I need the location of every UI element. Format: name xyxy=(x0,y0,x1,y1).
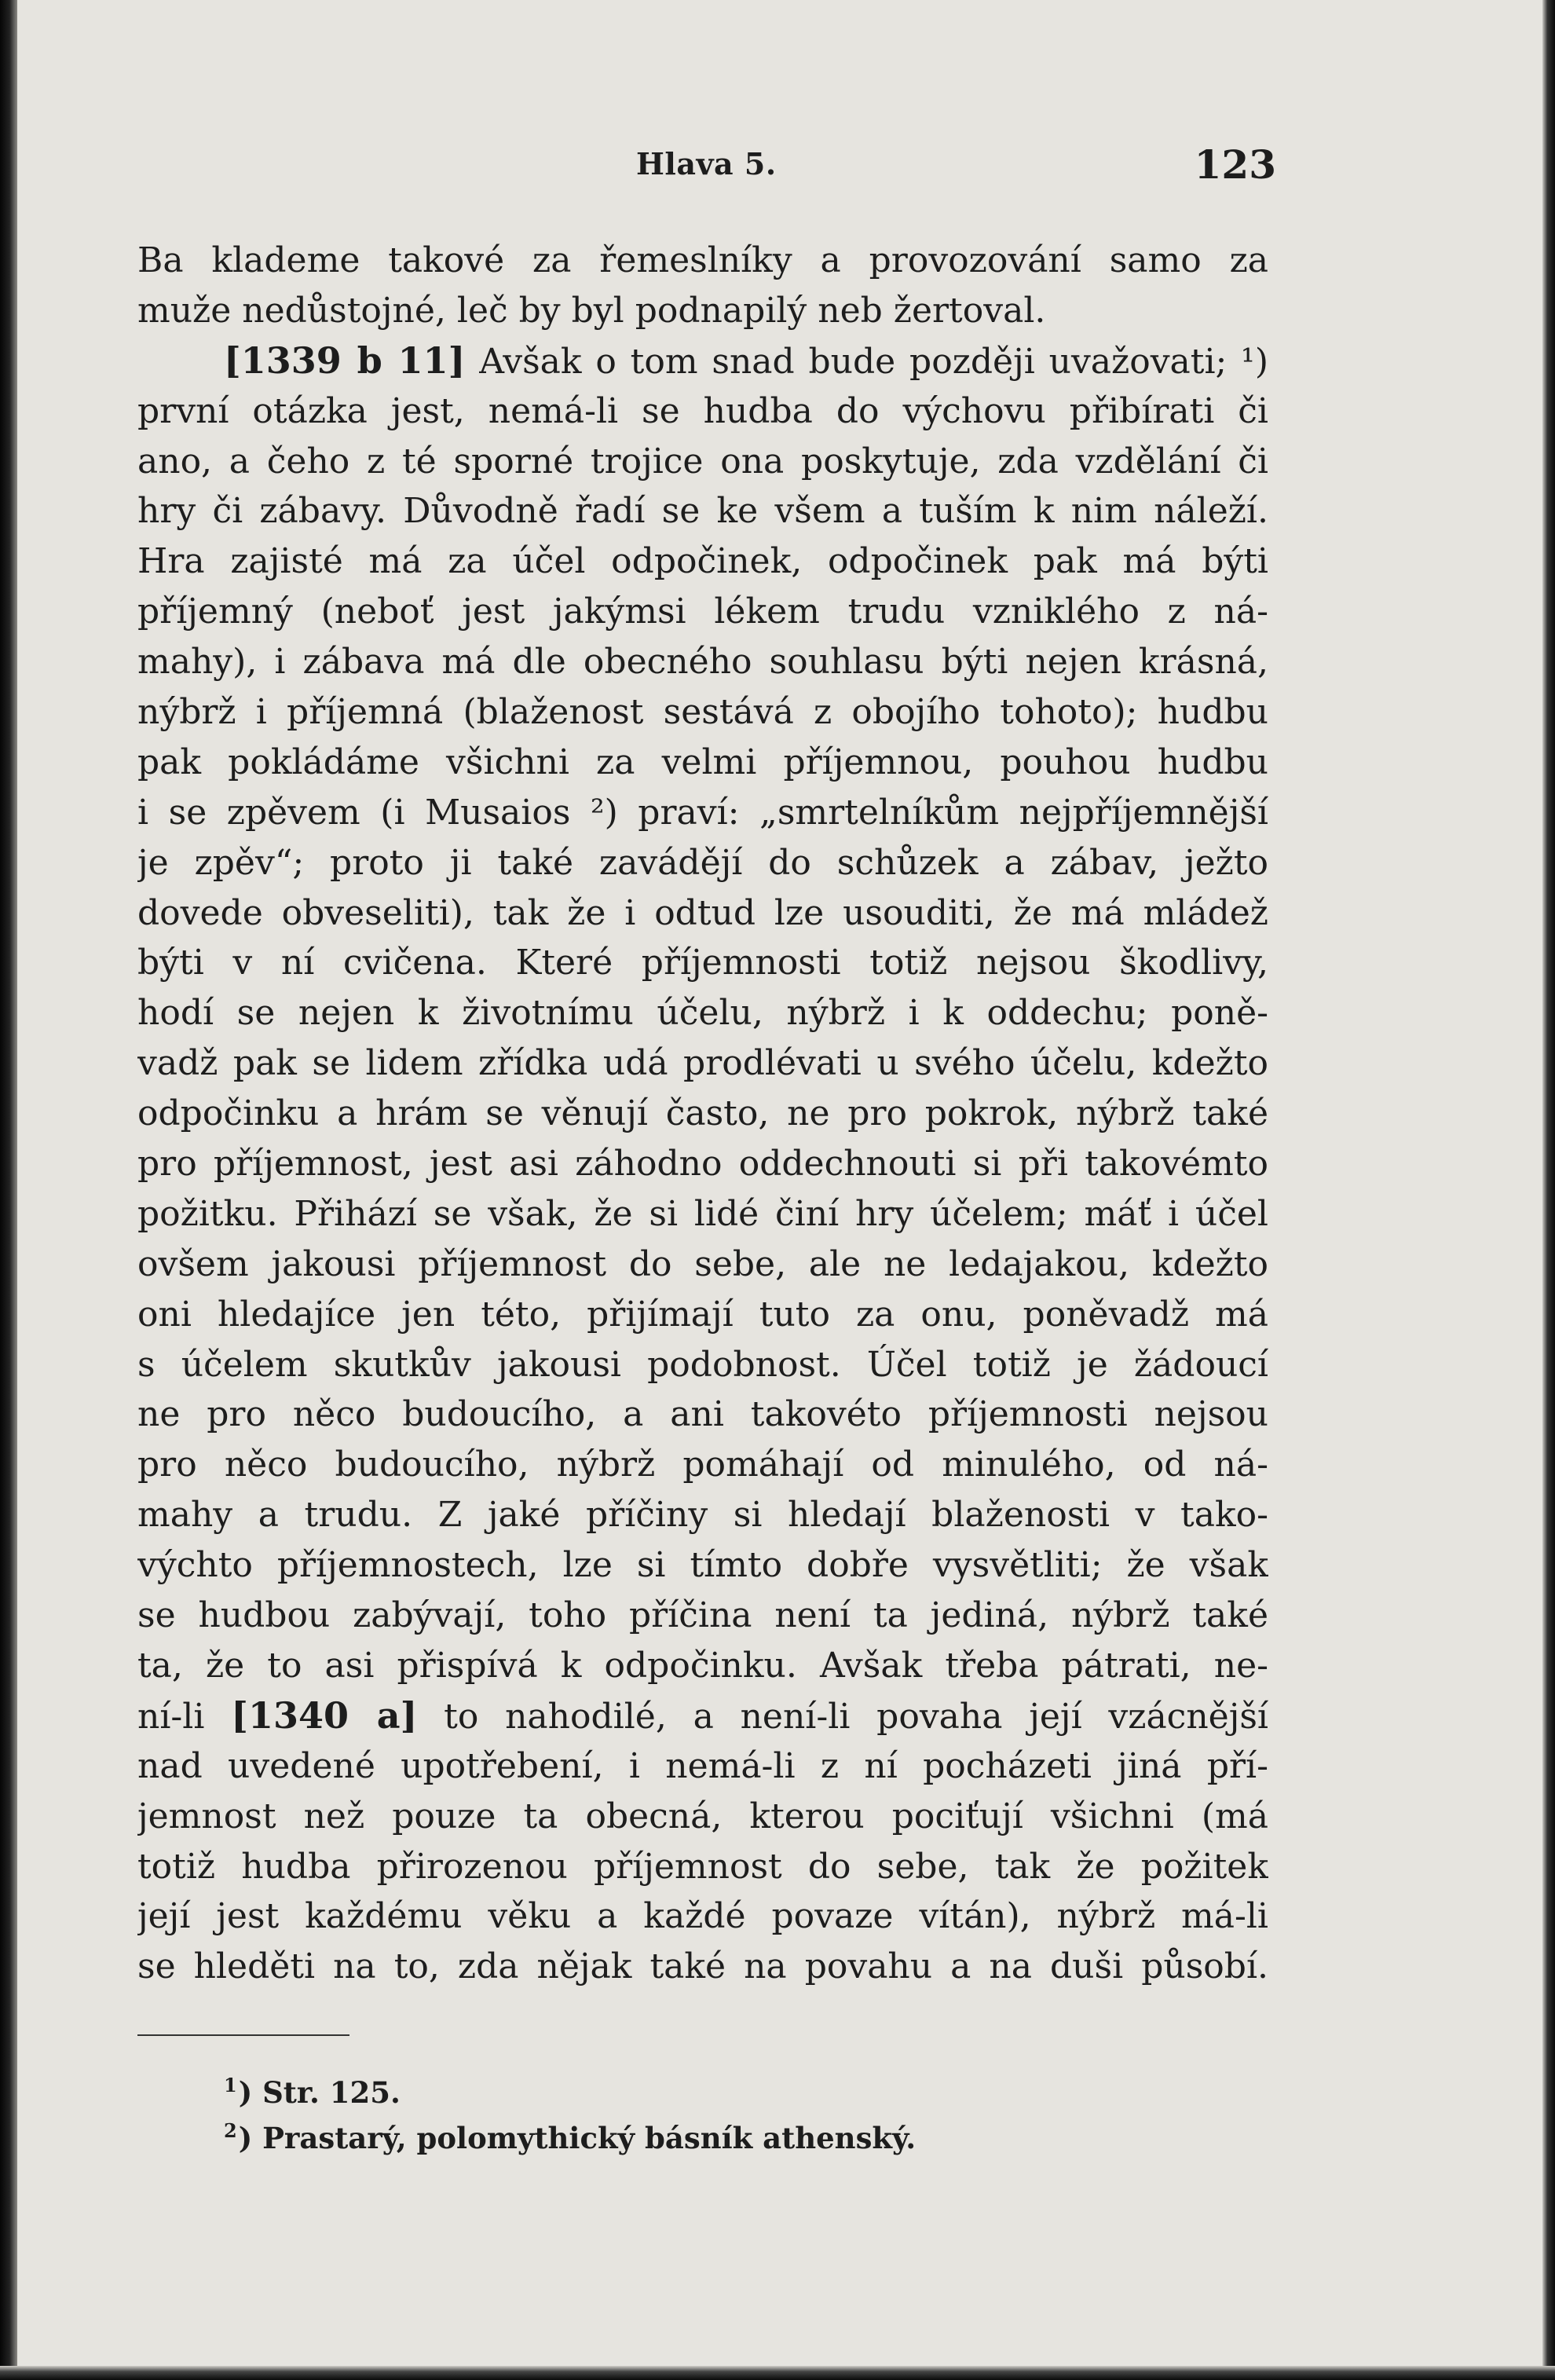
text-line: odpočinku a hrám se věnují často, ne pro pokrok, nýbrž také xyxy=(137,1093,1268,1134)
footnote xyxy=(224,2108,1166,2154)
text-line: totiž hudba přirozenou příjemnost do sebe, tak že požitek xyxy=(137,1846,1268,1887)
text-line: pro něco budoucího, nýbrž pomáhají od minulého, od ná- xyxy=(137,1444,1268,1485)
text-line: příjemný (neboť jest jakýmsi lékem trudu vzniklého z ná- xyxy=(137,591,1268,632)
footnote-text: ) Prastarý, polomythický básník athenský. xyxy=(238,2121,917,2155)
text-line: s účelem skutkův jakousi podobnost. Účel totiž je žádoucí xyxy=(137,1344,1268,1385)
footnote-mark: 1 xyxy=(224,2074,237,2096)
text-line: muže nedůstojné, leč by byl podnapilý neb žertoval. xyxy=(137,290,1046,331)
text-line: mahy), i zábava má dle obecného souhlasu býti nejen krásná, xyxy=(137,642,1268,683)
scan-edge-left xyxy=(0,0,17,2380)
text-line: dovede obveseliti), tak že i odtud lze usouditi, že má mládež xyxy=(137,892,1268,933)
text-fragment: to nahodilé, a není-li povaha její vzácnější xyxy=(417,1696,1268,1737)
page-number: 123 xyxy=(1194,141,1276,188)
text-line: vadž pak se lidem zřídka udá prodlévati u svého účelu, kdežto xyxy=(137,1043,1268,1084)
footnote-text: ) Str. 125. xyxy=(238,2075,401,2110)
text-line: pak pokládáme všichni za velmi příjemnou, pouhou hudbu xyxy=(137,741,1268,782)
text-line: ano, a čeho z té sporné trojice ona poskytuje, zda vzdělání či xyxy=(137,441,1268,481)
text-line xyxy=(137,336,1268,386)
text-line: jemnost než pouze ta obecná, kterou pociťují všichni (má xyxy=(137,1796,1268,1836)
text-line: první otázka jest, nemá-li se hudba do výchovu přibírati či xyxy=(137,390,1268,431)
text-line: i se zpěvem (i Musaios ²) praví: „smrtelníkům nejpříjemnější xyxy=(137,792,1268,833)
text-line: Hra zajisté má za účel odpočinek, odpočinek pak má býti xyxy=(137,541,1268,582)
text-line: její jest každému věku a každé povaze vítán), nýbrž má-li xyxy=(137,1896,1268,1937)
text-line: pro příjemnost, jest asi záhodno oddechnouti si při takovémto xyxy=(137,1144,1268,1185)
text-line: mahy a trudu. Z jaké příčiny si hledají blaženosti v tako- xyxy=(137,1495,1268,1536)
text-line: hodí se nejen k životnímu účelu, nýbrž i k oddechu; poně- xyxy=(137,993,1268,1034)
text-line: Ba klademe takové za řemeslníky a provozování samo za xyxy=(137,240,1268,280)
text-line: nad uvedené upotřebení, i nemá-li z ní pocházeti jiná pří- xyxy=(137,1745,1268,1786)
scan-edge-bottom xyxy=(0,2366,1555,2380)
footnote-rule xyxy=(137,2034,349,2036)
text-fragment: Avšak o tom snad bude později uvažovati; ¹) xyxy=(465,341,1268,382)
bekker-reference: [1340 a] xyxy=(231,1693,418,1737)
text-line xyxy=(137,1691,1268,1741)
text-line: požitku. Přihází se však, že si lidé činí hry účelem; máť i účel xyxy=(137,1193,1268,1234)
body-text xyxy=(137,236,1268,1992)
footnote xyxy=(224,2063,1166,2108)
footnotes xyxy=(224,2063,1166,2154)
page-header xyxy=(137,141,1276,196)
scan-edge-right xyxy=(1542,0,1555,2380)
text-line: se hleděti na to, zda nějak také na povahu a na duši působí. xyxy=(137,1946,1268,1987)
running-head: Hlava 5. xyxy=(636,146,777,181)
text-line: výchto příjemnostech, lze si tímto dobře vysvětliti; že však xyxy=(137,1545,1268,1586)
text-line: ta, že to asi přispívá k odpočinku. Avšak třeba pátrati, ne- xyxy=(137,1645,1268,1686)
text-line: nýbrž i příjemná (blaženost sestává z obojího tohoto); hudbu xyxy=(137,692,1268,733)
text-line: ne pro něco budoucího, a ani takovéto příjemnosti nejsou xyxy=(137,1394,1268,1435)
bekker-reference: [1339 b 11] xyxy=(224,339,466,382)
text-line: hry či zábavy. Důvodně řadí se ke všem a tuším k nim náleží. xyxy=(137,491,1268,532)
text-line: býti v ní cvičena. Které příjemnosti totiž nejsou škodlivy, xyxy=(137,943,1268,983)
text-line: je zpěv“; proto ji také zavádějí do schůzek a zábav, ježto xyxy=(137,842,1268,883)
text-line: oni hledajíce jen této, přijímají tuto za onu, poněvadž má xyxy=(137,1294,1268,1335)
text-fragment: ní-li xyxy=(137,1696,232,1737)
text-line: se hudbou zabývají, toho příčina není ta jediná, nýbrž také xyxy=(137,1595,1268,1636)
footnote-mark: 2 xyxy=(224,2119,237,2142)
text-line: ovšem jakousi příjemnost do sebe, ale ne ledajakou, kdežto xyxy=(137,1243,1268,1284)
